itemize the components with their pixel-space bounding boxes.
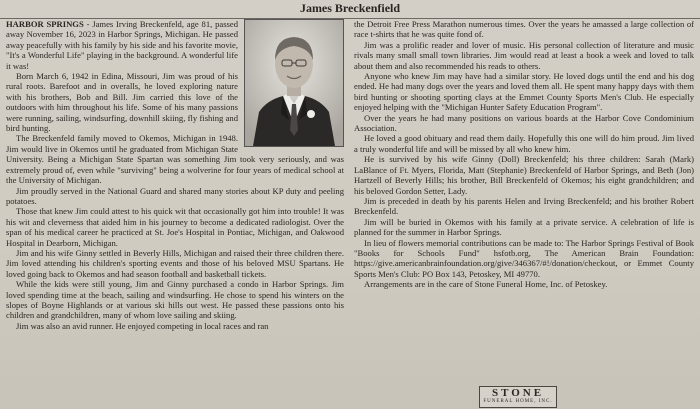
- lead-location: HARBOR SPRINGS: [6, 19, 84, 29]
- obit-paragraph: The Breckenfeld family moved to Okemos, Michigan in 1948. Jim would live in Okemos until he graduated from Michigan State University. Being a Michigan State Spartan was something Jim took very seriously, and was extremely proud of, even while "surviving" being a wolverine for four years of medical school at the University of Michigan.: [6, 133, 344, 186]
- portrait-image: [245, 20, 343, 146]
- obit-paragraph: - James Irving Breckenfeld, age 81, passed away November 16, 2023 in Harbor Springs, Michigan. He passed away peacefully with his family by his side and his favorite movie, "It's a Wonderful Life" playing in the background. A wonderful life it was!: [6, 19, 238, 71]
- obit-paragraph: He is survived by his wife Ginny (Doll) Breckenfeld; his three children: Sarah (Mark) LaBlance of Ft. Myers, Florida, Matt (Stephanie) Breckenfeld of Harbor Springs, and Beth (Jon) Hartzell of Beverly Hills; his brother, Bill Breckenfeld of Okemos; his eight grandchildren; and his beloved Gordon Setter, Lady.: [354, 154, 694, 196]
- funeral-home-subtitle: FUNERAL HOME, INC.: [483, 399, 553, 404]
- obit-paragraph: Born March 6, 1942 in Edina, Missouri, Jim was proud of his rural roots. Barefoot and in overalls, he loved exploring nature with his brothers, Bob and Bill. Jim carried this love of the outdoors with him throughout his life. Some of his many passions were running, sailing, windsurfing, downhill skiing, fly fishing and bird hunting.: [6, 71, 238, 134]
- obit-paragraph: Jim was a prolific reader and lover of music. His personal collection of literature and music rivals many small small town libraries. Jim would read at least a book a week and loved to talk about them and also recommended his reads to others.: [354, 39, 694, 71]
- obit-paragraph: Those that knew Jim could attest to his quick wit that occasionally got him into trouble! It was his wit and cleverness that aided him in his journey to become a dedicated radiologist. Over the span of his medical career he practiced at St. Joe's Hospital in Pontiac, Michigan, and Oakwood Hospital in Dearborn, Michigan.: [6, 206, 344, 248]
- obit-paragraph: Over the years he had many positions on various boards at the Harbor Cove Condominium Association.: [354, 112, 694, 134]
- obit-paragraph: Jim will be buried in Okemos with his family at a private service. A celebration of life is planned for the summer in Harbor Springs.: [354, 216, 694, 238]
- obit-paragraph: Jim is preceded in death by his parents Helen and Irving Breckenfeld; and his brother Robert Breckenfeld.: [354, 195, 694, 217]
- obit-paragraph: Jim was also an avid runner. He enjoyed competing in local races and ran: [16, 320, 269, 331]
- portrait-photo: [244, 19, 344, 147]
- obit-paragraph: In lieu of flowers memorial contributions can be made to: The Harbor Springs Festival of Book "Books for Schools Fund" hsfotb.org, The American Brain Foundation: https://give.americanbrainfoundation.org/give/346367/#!/donation/checkout, or Emmet County Sports Men's Club: PO Box 143, Petoskey, MI 49770.: [354, 237, 694, 279]
- obit-paragraph: Anyone who knew Jim may have had a similar story. He loved dogs until the end and his dog ended. He had many dogs over the years and loved them all. He spent many happy days with them bird hunting or shooting sporting clays at the Emmet County Sports Men's Club. He especially enjoyed helping with the "Michigan Hunter Safety Education Program".: [354, 71, 694, 113]
- obit-paragraph: While the kids were still young, Jim and Ginny purchased a condo in Harbor Springs. Jim loved spending time at the beach, sailing and windsurfing. He chose to spend his winters on the slopes of Boyne Highlands or at various ski hills out west. He passed these passions onto his children and grandchildren, many of whom love sailing and skiing.: [6, 279, 344, 321]
- obituary-right-column: [354, 19, 694, 409]
- funeral-home-logo: [479, 386, 557, 408]
- obit-paragraph: He loved a good obituary and read them daily. Hopefully this one will do him proud. Jim lived a truly wonderful life and will be missed by all who knew him.: [354, 133, 694, 154]
- obituary-left-column: [6, 19, 344, 409]
- obit-paragraph: Jim and his wife Ginny settled in Beverly Hills, Michigan and raised their three children there. Jim loved attending his children's sporting events and those of his beloved MSU Spartans. He loved going back to Okemos and had season football and basketball tickets.: [6, 247, 344, 279]
- obit-paragraph: Jim proudly served in the National Guard and shared many stories about KP duty and peeling potatoes.: [6, 185, 344, 206]
- obit-paragraph: Arrangements are in the care of Stone Funeral Home, Inc. of Petoskey.: [364, 279, 608, 290]
- obituary-headline: James Breckenfield: [0, 0, 700, 19]
- funeral-home-name: STONE: [491, 387, 545, 399]
- obit-paragraph: the Detroit Free Press Marathon numerous times. Over the years he amassed a large collection of race t-shirts that he was quite fond of.: [354, 19, 694, 40]
